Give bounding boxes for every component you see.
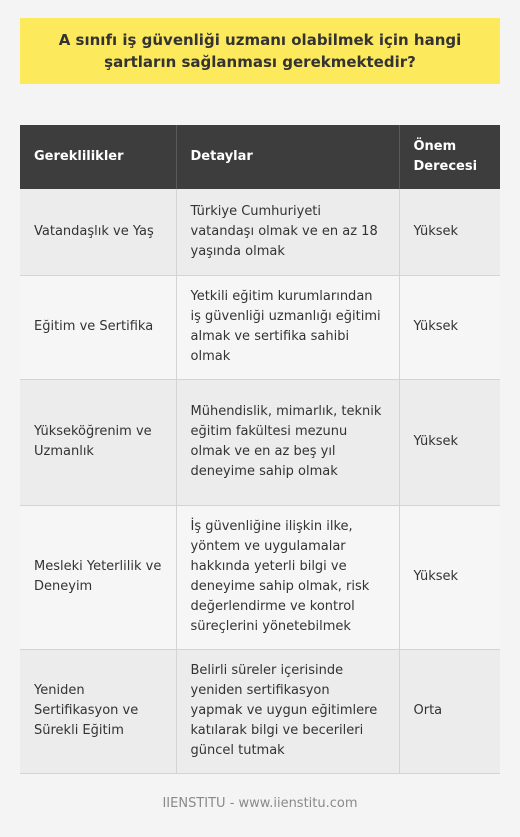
importance-cell: Orta — [399, 649, 500, 773]
importance-cell: Yüksek — [399, 505, 500, 649]
table-row — [20, 275, 500, 379]
requirement-cell: Yeniden Sertifikasyon ve Sürekli Eğitim — [20, 649, 176, 773]
column-header-requirements: Gereklilikler — [20, 125, 176, 189]
importance-cell: Yüksek — [399, 275, 500, 379]
details-cell: Türkiye Cumhuriyeti vatandaşı olmak ve en az 18 yaşında olmak — [176, 189, 399, 275]
requirement-cell: Yükseköğrenim ve Uzmanlık — [20, 379, 176, 505]
table-row — [20, 189, 500, 275]
table-row — [20, 379, 500, 505]
requirements-table — [20, 125, 500, 774]
table-row — [20, 505, 500, 649]
requirement-cell: Eğitim ve Sertifika — [20, 275, 176, 379]
importance-cell: Yüksek — [399, 189, 500, 275]
details-cell: Mühendislik, mimarlık, teknik eğitim fakültesi mezunu olmak ve en az beş yıl deneyime sahip olmak — [176, 379, 399, 505]
details-cell: Yetkili eğitim kurumlarından iş güvenliği uzmanlığı eğitimi almak ve sertifika sahibi olmak — [176, 275, 399, 379]
column-header-importance: Önem Derecesi — [399, 125, 500, 189]
page-title: A sınıfı iş güvenliği uzmanı olabilmek için hangi şartların sağlanması gerekmektedir? — [58, 31, 462, 71]
table-row — [20, 649, 500, 773]
column-header-details: Detaylar — [176, 125, 399, 189]
details-cell: Belirli süreler içerisinde yeniden sertifikasyon yapmak ve uygun eğitimlere katılarak bilgi ve becerileri güncel tutmak — [176, 649, 399, 773]
table-header-row — [20, 125, 500, 189]
title-banner — [20, 18, 500, 84]
importance-cell: Yüksek — [399, 379, 500, 505]
footer-credit: IIENSTITU - www.iienstitu.com — [162, 796, 358, 811]
requirement-cell: Vatandaşlık ve Yaş — [20, 189, 176, 275]
requirement-cell: Mesleki Yeterlilik ve Deneyim — [20, 505, 176, 649]
details-cell: İş güvenliğine ilişkin ilke, yöntem ve uygulamalar hakkında yeterli bilgi ve deneyime sahip olmak, risk değerlendirme ve kontrol süreçlerini yönetebilmek — [176, 505, 399, 649]
